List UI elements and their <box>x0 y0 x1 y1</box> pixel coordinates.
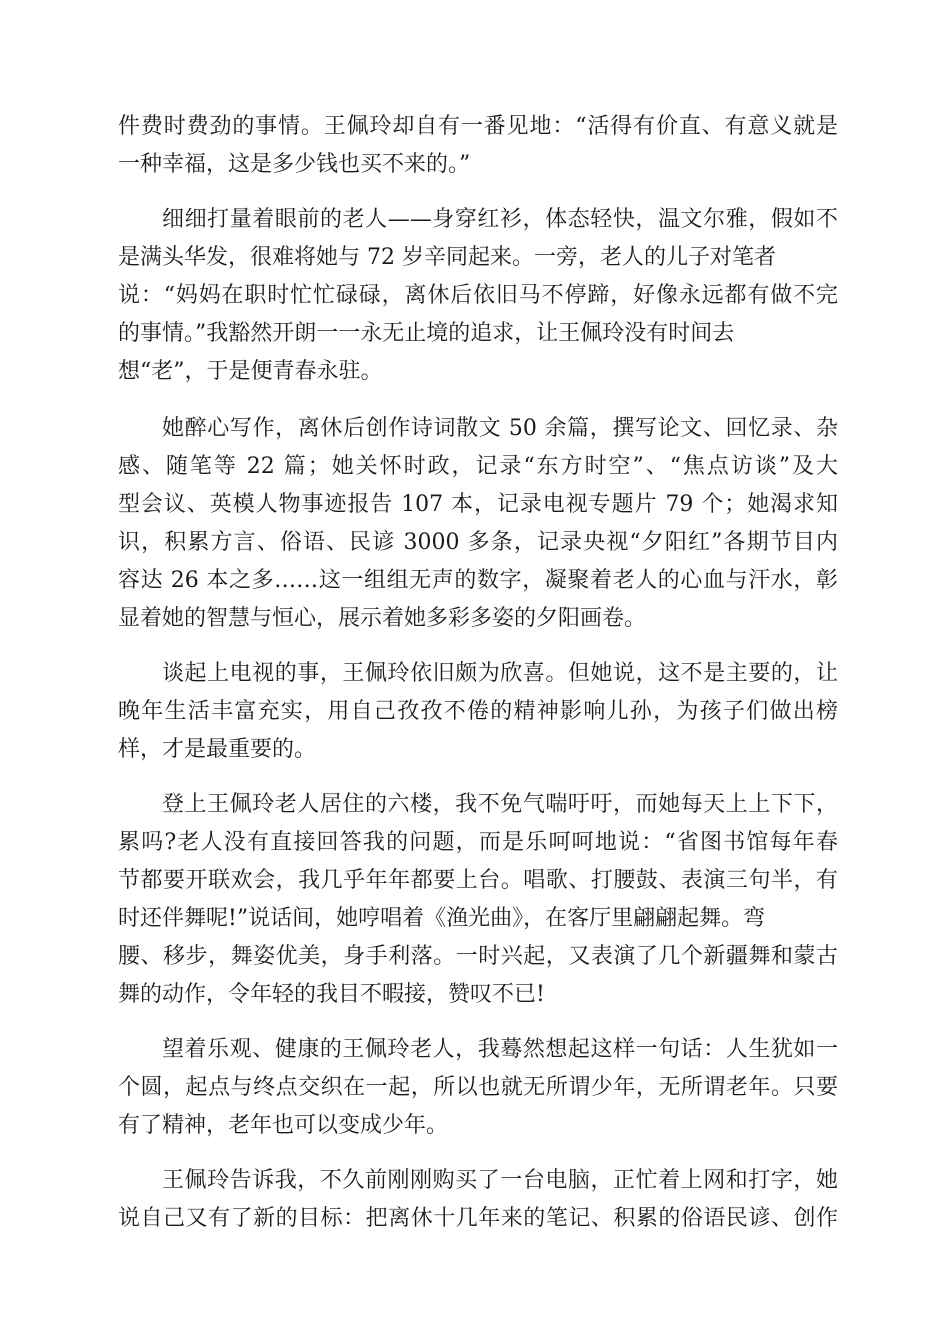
paragraph-5-line-3: 节都要开联欢会，我几乎年年都要上台。唱歌、打腰鼓、表演三句半，有 <box>118 868 838 893</box>
paragraph-1 <box>118 108 838 184</box>
paragraph-6-line-1: 望着乐观、健康的王佩玲老人，我蓦然想起这样一句话：人生犹如一 <box>162 1037 838 1062</box>
paragraph-5-line-6: 舞的动作，令年轻的我目不暇接，赞叹不已! <box>118 982 545 1007</box>
paragraph-3-line-6: 显着她的智慧与恒心，展示着她多彩多姿的夕阳画卷。 <box>118 606 647 631</box>
paragraph-5-line-5: 腰、移步，舞姿优美，身手利落。一时兴起，又表演了几个新疆舞和蒙古 <box>118 944 838 969</box>
paragraph-3 <box>118 410 838 638</box>
paragraph-2-line-2: 是满头华发，很难将她与 72 岁辛同起来。一旁，老人的儿子对笔者 <box>118 245 776 270</box>
paragraph-2 <box>118 201 838 391</box>
paragraph-6-line-2: 个圆，起点与终点交织在一起，所以也就无所谓少年，无所谓老年。只要 <box>118 1075 838 1100</box>
paragraph-1-line-2: 一种幸福，这是多少钱也买不来的。” <box>118 152 471 177</box>
paragraph-2-line-4: 的事情。”我豁然开朗一一永无止境的追求，让王佩玲没有时间去 <box>118 321 735 346</box>
paragraph-7-line-2: 说自己又有了新的目标：把离休十几年来的笔记、积累的俗语民谚、创作 <box>118 1206 838 1231</box>
paragraph-3-line-1: 她醉心写作，离休后创作诗词散文 50 余篇，撰写论文、回忆录、杂 <box>162 416 838 441</box>
paragraph-5-line-4: 时还伴舞呢!”说话间，她哼唱着《渔光曲》，在客厅里翩翩起舞。弯 <box>118 906 766 931</box>
paragraph-3-line-5: 容达 26 本之多……这一组组无声的数字，凝聚着老人的心血与汗水，彰 <box>118 568 838 593</box>
paragraph-4-line-1: 谈起上电视的事，王佩玲依旧颇为欣喜。但她说，这不是主要的，让 <box>162 661 838 686</box>
paragraph-4 <box>118 655 838 769</box>
paragraph-4-line-3: 样，才是最重要的。 <box>118 737 317 762</box>
paragraph-5-line-1: 登上王佩玲老人居住的六楼，我不免气喘吁吁，而她每天上上下下， <box>162 792 838 817</box>
paragraph-3-line-3: 型会议、英模人物事迹报告 107 本，记录电视专题片 79 个；她渴求知 <box>118 492 838 517</box>
paragraph-3-line-2: 感、随笔等 22 篇；她关怀时政，记录“东方时空”、“焦点访谈”及大 <box>118 454 838 479</box>
paragraph-2-line-3: 说：“妈妈在职时忙忙碌碌，离休后依旧马不停蹄，好像永远都有做不完 <box>118 283 838 308</box>
paragraph-6-line-3: 有了精神，老年也可以变成少年。 <box>118 1113 449 1138</box>
paragraph-5 <box>118 786 838 1014</box>
paragraph-6 <box>118 1031 838 1145</box>
paragraph-2-line-5: 想“老”，于是便青春永驻。 <box>118 359 383 384</box>
paragraph-4-line-2: 晚年生活丰富充实，用自己孜孜不倦的精神影响儿孙，为孩子们做出榜 <box>118 699 838 724</box>
paragraph-7 <box>118 1162 838 1238</box>
paragraph-1-line-1: 件费时费劲的事情。王佩玲却自有一番见地：“活得有价直、有意义就是 <box>118 114 838 139</box>
paragraph-7-line-1: 王佩玲告诉我，不久前刚刚购买了一台电脑，正忙着上网和打字，她 <box>162 1168 838 1193</box>
paragraph-5-line-2: 累吗?老人没有直接回答我的问题，而是乐呵呵地说：“省图书馆每年春 <box>118 830 838 855</box>
paragraph-2-line-1: 细细打量着眼前的老人——身穿红衫，体态轻快，温文尔雅，假如不 <box>162 207 838 232</box>
paragraph-3-line-4: 识，积累方言、俗语、民谚 3000 多条，记录央视“夕阳红”各期节目内 <box>118 530 838 555</box>
